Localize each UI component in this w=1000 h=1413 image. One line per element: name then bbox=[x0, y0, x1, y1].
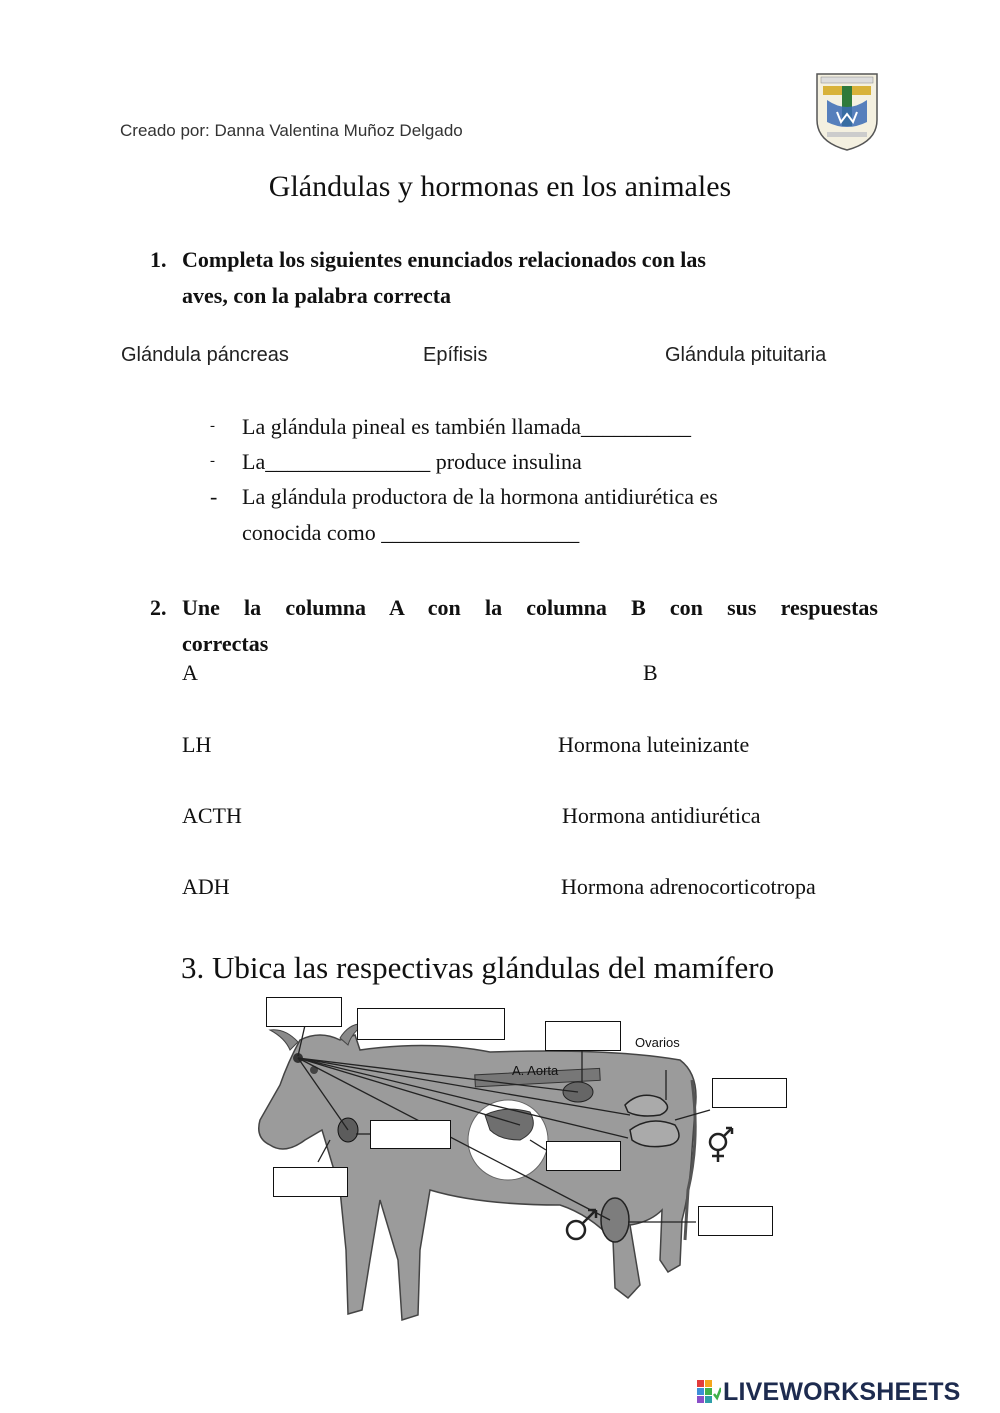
question-3-title: 3. Ubica las respectivas glándulas del mamífero bbox=[181, 950, 775, 985]
ovaries-label: Ovarios bbox=[635, 1035, 680, 1050]
aorta-label: A. Aorta bbox=[512, 1063, 559, 1078]
liveworksheets-wordmark: LIVEWORKSHEETS bbox=[723, 1378, 961, 1406]
column-a-header: A bbox=[182, 660, 198, 685]
question-1-number: 1. bbox=[150, 247, 167, 272]
question-2-prompt-line-2: correctas bbox=[182, 631, 269, 656]
answer-box-5[interactable] bbox=[370, 1120, 451, 1149]
answer-box-1[interactable] bbox=[266, 997, 342, 1027]
answer-box-4[interactable] bbox=[712, 1078, 787, 1108]
answer-box-8[interactable] bbox=[698, 1206, 773, 1236]
author-credit: Creado por: Danna Valentina Muñoz Delgado bbox=[120, 121, 463, 140]
page-title: Glándulas y hormonas en los animales bbox=[268, 170, 732, 203]
cow-gland-diagram bbox=[230, 990, 810, 1325]
column-b-item-adrenocorticotropa[interactable]: Hormona adrenocorticotropa bbox=[561, 874, 816, 899]
column-a-item-adh[interactable]: ADH bbox=[182, 874, 230, 899]
column-b-item-luteinizante[interactable]: Hormona luteinizante bbox=[558, 732, 750, 757]
liveworksheets-logo-icon bbox=[697, 1380, 721, 1406]
school-logo bbox=[813, 70, 881, 152]
question-1-statements: - La glándula pineal es también llamada__________ - La_______________ produce insulina - La glándula productora de la hormona antidiurética es conocida como __________________ bbox=[210, 409, 850, 559]
question-2-prompt-line-1: Une la columna A con la columna B con sus respuestas bbox=[182, 595, 878, 620]
word-option-epifisis: Epífisis bbox=[423, 344, 488, 366]
answer-box-7[interactable] bbox=[273, 1167, 348, 1197]
statement-3-continued: conocida como __________________ bbox=[242, 520, 580, 545]
liveworksheets-brand bbox=[697, 1378, 997, 1408]
answer-box-3[interactable] bbox=[545, 1021, 621, 1051]
column-a-item-lh[interactable]: LH bbox=[182, 732, 212, 757]
word-option-pituitaria: Glándula pituitaria bbox=[665, 344, 827, 366]
question-1-prompt-line-1: Completa los siguientes enunciados relacionados con las bbox=[182, 247, 706, 272]
cow-illustration bbox=[230, 990, 810, 1325]
answer-box-2[interactable] bbox=[357, 1008, 505, 1040]
word-option-pancreas: Glándula páncreas bbox=[121, 344, 289, 366]
female-male-symbol bbox=[710, 1128, 732, 1162]
column-b-item-antidiuretica[interactable]: Hormona antidiurética bbox=[562, 803, 761, 828]
question-2-number: 2. bbox=[150, 595, 167, 620]
question-1-prompt-line-2: aves, con la palabra correcta bbox=[182, 283, 452, 308]
column-b-header: B bbox=[643, 660, 658, 685]
column-a-item-acth[interactable]: ACTH bbox=[182, 803, 242, 828]
answer-box-6[interactable] bbox=[546, 1141, 621, 1171]
